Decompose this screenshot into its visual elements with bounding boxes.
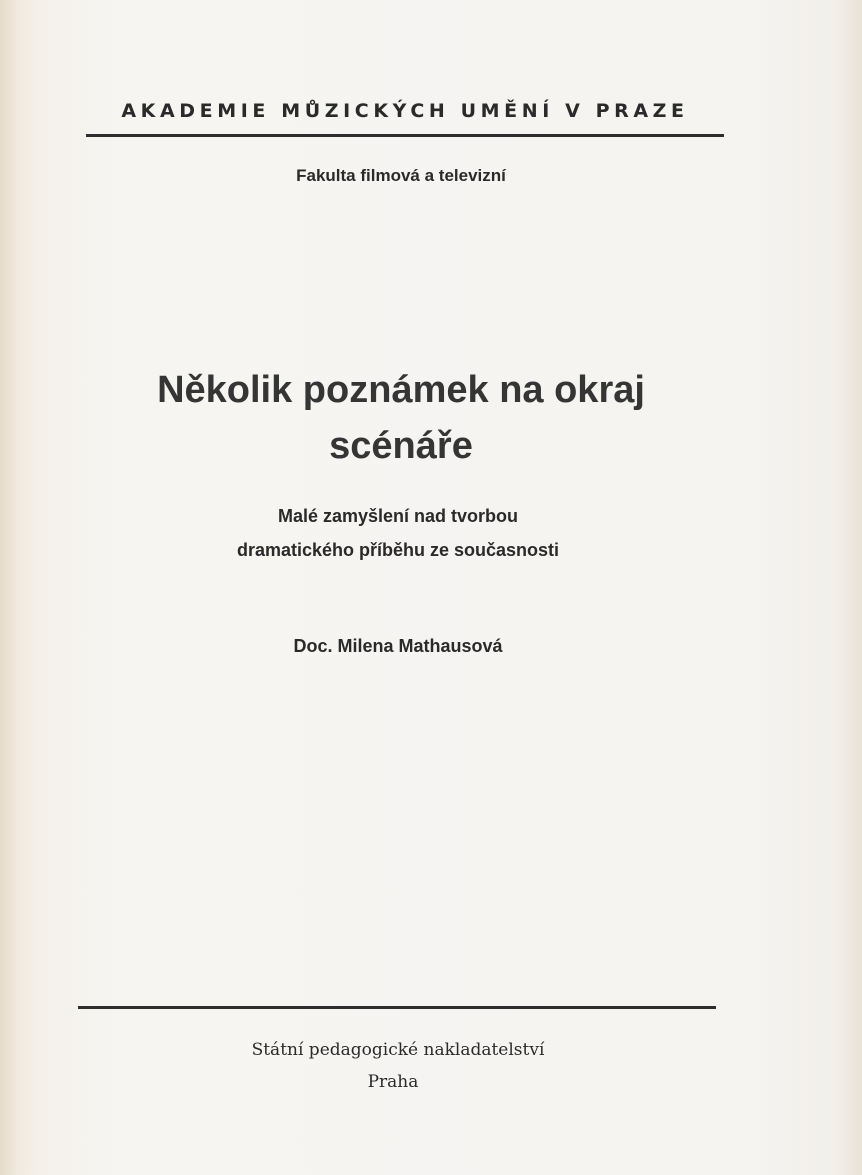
author-name: Doc. Milena Mathausová bbox=[293, 636, 503, 656]
title-line-2: scénáře bbox=[329, 425, 473, 467]
faculty-name: Fakulta filmová a televizní bbox=[296, 166, 506, 185]
subtitle-line-2: dramatického příběhu ze současnosti bbox=[236, 540, 560, 560]
paper-edge-right bbox=[838, 0, 862, 1175]
bottom-divider bbox=[78, 1006, 716, 1009]
publisher-city: Praha bbox=[367, 1072, 419, 1092]
book-title bbox=[100, 362, 702, 474]
publisher-name: Státní pedagogické nakladatelství bbox=[251, 1040, 545, 1060]
book-subtitle bbox=[150, 499, 646, 567]
institution-name: AKADEMIE MŮZICKÝCH UMĚNÍ V PRAZE bbox=[121, 100, 689, 122]
subtitle-line-1: Malé zamyšlení nad tvorbou bbox=[277, 506, 519, 526]
top-divider bbox=[86, 134, 724, 137]
title-line-1: Několik poznámek na okraj bbox=[157, 369, 645, 411]
